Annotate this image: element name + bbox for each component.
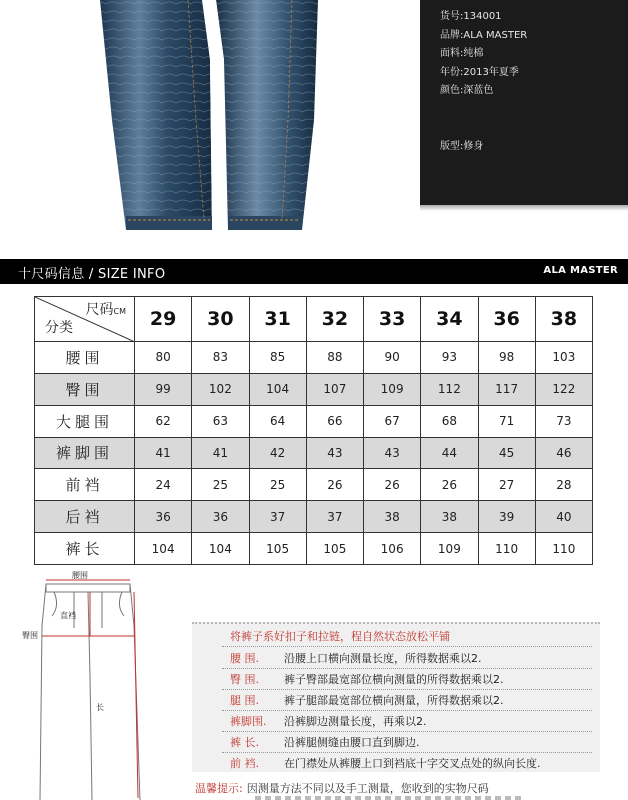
table-cell: 110: [478, 533, 535, 565]
table-cell: 25: [192, 469, 249, 501]
table-cell: 80: [135, 342, 192, 374]
dotted-divider: [222, 646, 592, 647]
table-cell: 36: [192, 501, 249, 533]
table-cell: 117: [478, 373, 535, 405]
tip-text: 因测量方法不同以及手工测量，您收到的实物尺码: [246, 782, 489, 795]
size-table: [34, 296, 593, 565]
jeans-product-image: [92, 0, 324, 230]
table-row-thigh: [35, 405, 593, 437]
row-label: 裤长: [35, 533, 135, 565]
table-cell: 37: [306, 501, 363, 533]
tip-label: 温馨提示:: [195, 782, 243, 795]
brand-label: ALA MASTER: [543, 265, 618, 276]
size-header: 32: [306, 297, 363, 342]
size-header: 31: [249, 297, 306, 342]
dotted-divider: [222, 689, 592, 690]
size-header: 36: [478, 297, 535, 342]
table-cell: 107: [306, 373, 363, 405]
size-header: 29: [135, 297, 192, 342]
table-cell: 85: [249, 342, 306, 374]
corner-category-label: 分类: [45, 320, 73, 336]
corner-size-label: 尺码CM: [85, 302, 126, 318]
table-cell: 109: [421, 533, 478, 565]
diagram-label-length: 长: [96, 703, 104, 712]
table-row-waist: [35, 342, 593, 374]
row-label: 臀围: [35, 373, 135, 405]
row-label: 腰围: [35, 342, 135, 374]
tip-note: [195, 780, 489, 796]
dotted-divider: [222, 710, 592, 711]
table-cell: 93: [421, 342, 478, 374]
table-cell: 41: [135, 437, 192, 469]
product-info-list: [440, 8, 527, 156]
size-header: 30: [192, 297, 249, 342]
dotted-divider: [222, 752, 592, 753]
table-cell: 68: [421, 405, 478, 437]
table-cell: 122: [535, 373, 592, 405]
cut-off-text-line: [255, 796, 525, 800]
row-label: 前裆: [35, 469, 135, 501]
row-label: 大腿围: [35, 405, 135, 437]
table-cell: 41: [192, 437, 249, 469]
diagram-label-hip: 臀围: [22, 631, 38, 640]
dotted-divider: [222, 668, 592, 669]
table-cell: 102: [192, 373, 249, 405]
table-cell: 26: [364, 469, 421, 501]
table-cell: 37: [249, 501, 306, 533]
table-cell: 45: [478, 437, 535, 469]
diagram-label-front-rise: 直裆: [60, 611, 76, 620]
table-cell: 26: [306, 469, 363, 501]
table-cell: 112: [421, 373, 478, 405]
table-cell: 71: [478, 405, 535, 437]
table-cell: 105: [306, 533, 363, 565]
table-cell: 27: [478, 469, 535, 501]
table-cell: 44: [421, 437, 478, 469]
table-cell: 104: [192, 533, 249, 565]
info-row-brand: 品牌:ALA MASTER: [440, 29, 528, 41]
table-cell: 38: [421, 501, 478, 533]
table-cell: 67: [364, 405, 421, 437]
size-header: 34: [421, 297, 478, 342]
table-cell: 106: [364, 533, 421, 565]
table-cell: 39: [478, 501, 535, 533]
table-cell: 38: [364, 501, 421, 533]
row-label: 裤脚围: [35, 437, 135, 469]
instruction-line: 裤脚围. 沿裤脚边测量长度，再乘以2.: [230, 715, 427, 728]
table-cell: 24: [135, 469, 192, 501]
table-cell: 105: [249, 533, 306, 565]
instruction-line: 裤 长. 沿裤腿侧缝由腰口直到脚边.: [230, 736, 420, 749]
info-row-color: 颜色:深蓝色: [440, 85, 494, 96]
table-cell: 104: [249, 373, 306, 405]
table-row-leg-opening: [35, 437, 593, 469]
table-cell: 28: [535, 469, 592, 501]
table-cell: 36: [135, 501, 192, 533]
table-row-length: [35, 533, 593, 565]
table-cell: 88: [306, 342, 363, 374]
table-row-hip: [35, 373, 593, 405]
info-row-year: 年份:2013年夏季: [440, 66, 519, 78]
table-cell: 90: [364, 342, 421, 374]
table-cell: 109: [364, 373, 421, 405]
table-cell: 63: [192, 405, 249, 437]
instructions-title: 将裤子系好扣子和拉链，程自然状态放松平铺: [230, 630, 450, 643]
table-cell: 83: [192, 342, 249, 374]
table-cell: 66: [306, 405, 363, 437]
table-cell: 99: [135, 373, 192, 405]
product-info-panel: [420, 0, 628, 205]
table-cell: 25: [249, 469, 306, 501]
table-corner-cell: [35, 297, 135, 342]
trousers-outline-drawing: [30, 566, 180, 800]
size-header: 33: [364, 297, 421, 342]
instruction-line: 臀 围. 裤子臀部最宽部位横向测量的所得数据乘以2.: [230, 673, 504, 686]
instruction-line: 腰 围. 沿腰上口横向测量长度，所得数据乘以2.: [230, 652, 482, 665]
info-row-fabric: 面料:纯棉: [440, 48, 484, 59]
product-section: [0, 0, 628, 238]
size-header-row: [35, 297, 593, 342]
table-cell: 64: [249, 405, 306, 437]
table-cell: 98: [478, 342, 535, 374]
diagram-label-waist: 腰围: [72, 571, 88, 580]
table-cell: 26: [421, 469, 478, 501]
info-row-item-no: 货号:134001: [440, 11, 502, 22]
table-row-back-rise: [35, 501, 593, 533]
dotted-divider: [222, 731, 592, 732]
table-cell: 73: [535, 405, 592, 437]
table-cell: 40: [535, 501, 592, 533]
info-row-fit: 版型:修身: [440, 140, 484, 152]
table-cell: 42: [249, 437, 306, 469]
table-cell: 110: [535, 533, 592, 565]
table-cell: 104: [135, 533, 192, 565]
table-cell: 43: [306, 437, 363, 469]
row-label: 后裆: [35, 501, 135, 533]
table-cell: 62: [135, 405, 192, 437]
measurement-diagram: [22, 566, 180, 800]
instruction-line: 前 裆. 在门襟处从裤腰上口到裆底十字交叉点处的纵向长度.: [230, 757, 541, 770]
table-cell: 43: [364, 437, 421, 469]
instruction-line: 腿 围. 裤子腿部最宽部位横向测量，所得数据乘以2.: [230, 694, 504, 707]
size-info-header: [0, 259, 628, 284]
table-cell: 46: [535, 437, 592, 469]
table-row-front-rise: [35, 469, 593, 501]
size-header: 38: [535, 297, 592, 342]
size-info-title: 十尺码信息 / SIZE INFO: [18, 267, 166, 282]
measurement-instructions: [192, 622, 600, 772]
table-cell: 103: [535, 342, 592, 374]
